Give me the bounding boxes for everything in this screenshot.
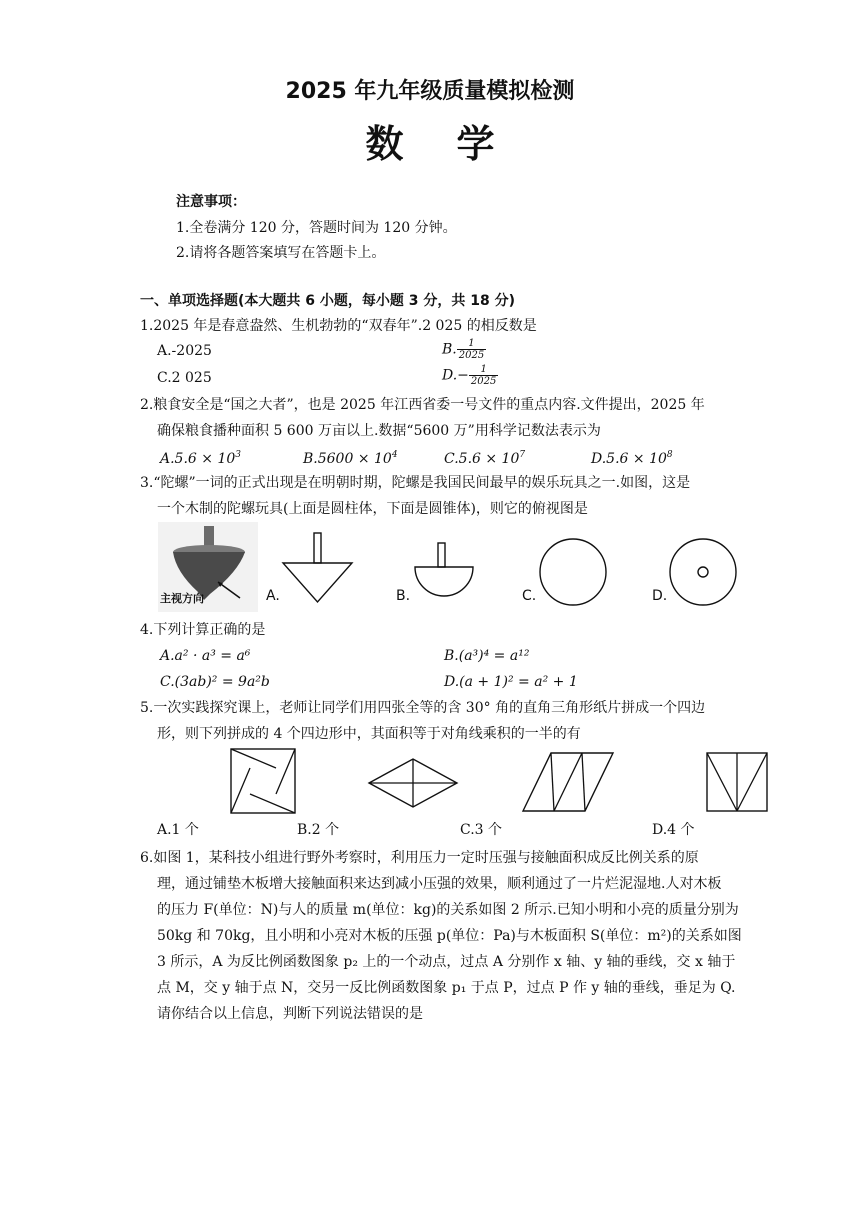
exam-title: 2025 年九年级质量模拟检测 <box>285 79 575 104</box>
section-heading: 一、单项选择题(本大题共 6 小题，每小题 3 分，共 18 分) <box>140 293 516 309</box>
q2-c-exp: 7 <box>519 450 526 460</box>
q1-option-c: C.2 025 <box>157 370 212 386</box>
q2-option-d <box>591 449 673 469</box>
q3-option-b-label: B. <box>396 588 411 604</box>
q6-stem-line2: 理，通过铺垫木板增大接触面积来达到减小压强的效果，顺利通过了一片烂泥湿地.人对木板 <box>157 876 722 892</box>
q6-stem-line1: 6.如图 1，某科技小组进行野外考察时，利用压力一定时压强与接触面积成反比例关系的原 <box>140 850 699 866</box>
q3-stem-line1: 3.“陀螺”一词的正式出现是在明朝时期，陀螺是我国民间最早的娱乐玩具之一.如图，这是 <box>140 475 691 491</box>
q2-option-b <box>303 449 398 469</box>
q2-option-a <box>160 449 241 469</box>
q2-option-c <box>444 449 525 469</box>
q1-stem: 1.2025 年是春意盎然、生机勃勃的“双春年”.2 025 的相反数是 <box>140 318 537 334</box>
q4-option-a: A.a² · a³ = a⁶ <box>160 648 251 664</box>
q1-option-d-fraction <box>469 364 498 387</box>
q6-stem-line6: 点 M，交 y 轴于点 N，交另一反比例函数图象 p₁ 于点 P，过点 P 作 y 轴的垂线，垂足为 Q. <box>157 980 736 996</box>
q5-option-c: C.3 个 <box>460 822 503 838</box>
q1-option-b <box>442 338 486 361</box>
q3-option-d-figure <box>668 537 738 607</box>
q6-stem-line5: 3 所示，A 为反比例函数图象 p₂ 上的一个动点，过点 A 分别作 x 轴、y 轴的垂线，交 x 轴于 <box>157 954 736 970</box>
q3-view-direction-caption: 主视方向 <box>160 592 204 605</box>
q1-option-b-fraction <box>457 338 486 361</box>
q2-d-exp: 8 <box>666 450 673 460</box>
q2-a-exp: 3 <box>235 450 242 460</box>
q3-option-a-label: A. <box>266 588 280 604</box>
q3-option-c-label: C. <box>522 588 537 604</box>
q5-option-b: B.2 个 <box>297 822 340 838</box>
q5-figure-2-rhombus <box>368 758 458 808</box>
q4-option-c: C.(3ab)² = 9a²b <box>160 674 270 690</box>
subject-title: 数 学 <box>365 122 495 166</box>
q1-b-numerator: 1 <box>457 338 486 350</box>
q2-d-base: D.5.6 × 10 <box>591 451 667 467</box>
q5-option-d: D.4 个 <box>652 822 695 838</box>
q3-option-c-figure <box>538 537 608 607</box>
q4-stem: 4.下列计算正确的是 <box>140 622 266 638</box>
notice-item-2: 2.请将各题答案填写在答题卡上。 <box>176 245 386 261</box>
q2-stem-line1: 2.粮食安全是“国之大者”，也是 2025 年江西省委一号文件的重点内容.文件提出，2025 年 <box>140 397 705 413</box>
q1-option-d-label: D.− <box>442 367 469 384</box>
q1-option-b-label: B. <box>442 341 457 358</box>
q3-stem-line2: 一个木制的陀螺玩具(上面是圆柱体，下面是圆锥体)，则它的俯视图是 <box>157 501 588 517</box>
q6-stem-line4: 50kg 和 70kg，且小明和小亮对木板的压强 p(单位：Pa)与木板面积 S(单位：m²)的关系如图 <box>157 928 742 944</box>
q5-stem-line1: 5.一次实践探究课上，老师让同学们用四张全等的含 30° 角的直角三角形纸片拼成一个四边 <box>140 700 706 716</box>
q1-d-denominator: 2025 <box>470 376 497 387</box>
q3-option-a-figure <box>282 532 354 604</box>
q1-d-numerator: 1 <box>469 364 498 376</box>
q6-stem-line3: 的压力 F(单位：N)与人的质量 m(单位：kg)的关系如图 2 所示.已知小明和小亮的质量分别为 <box>157 902 739 918</box>
q5-stem-line2: 形，则下列拼成的 4 个四边形中，其面积等于对角线乘积的一半的有 <box>157 726 581 742</box>
q1-option-a: A.-2025 <box>157 343 212 359</box>
q2-c-base: C.5.6 × 10 <box>444 451 520 467</box>
q2-b-base: B.5600 × 10 <box>303 451 392 467</box>
notice-heading: 注意事项： <box>176 194 246 210</box>
q5-figure-3-parallelogram <box>522 752 614 812</box>
q5-figure-4-rectangle <box>706 752 768 812</box>
q2-stem-line2: 确保粮食播种面积 5 600 万亩以上.数据“5600 万”用科学记数法表示为 <box>157 423 601 439</box>
notice-item-1: 1.全卷满分 120 分，答题时间为 120 分钟。 <box>176 220 457 236</box>
q3-option-b-figure <box>414 542 474 604</box>
q4-option-b: B.(a³)⁴ = a¹² <box>444 648 530 664</box>
q1-b-denominator: 2025 <box>458 350 485 361</box>
q4-option-d: D.(a + 1)² = a² + 1 <box>444 674 578 690</box>
q5-figure-1-pinwheel-square <box>230 748 296 814</box>
q5-option-a: A.1 个 <box>157 822 199 838</box>
q2-a-base: A.5.6 × 10 <box>160 451 236 467</box>
q3-option-d-label: D. <box>652 588 668 604</box>
q2-b-exp: 4 <box>391 450 398 460</box>
q1-option-d <box>442 364 498 387</box>
q6-stem-line7: 请你结合以上信息，判断下列说法错误的是 <box>157 1006 423 1022</box>
